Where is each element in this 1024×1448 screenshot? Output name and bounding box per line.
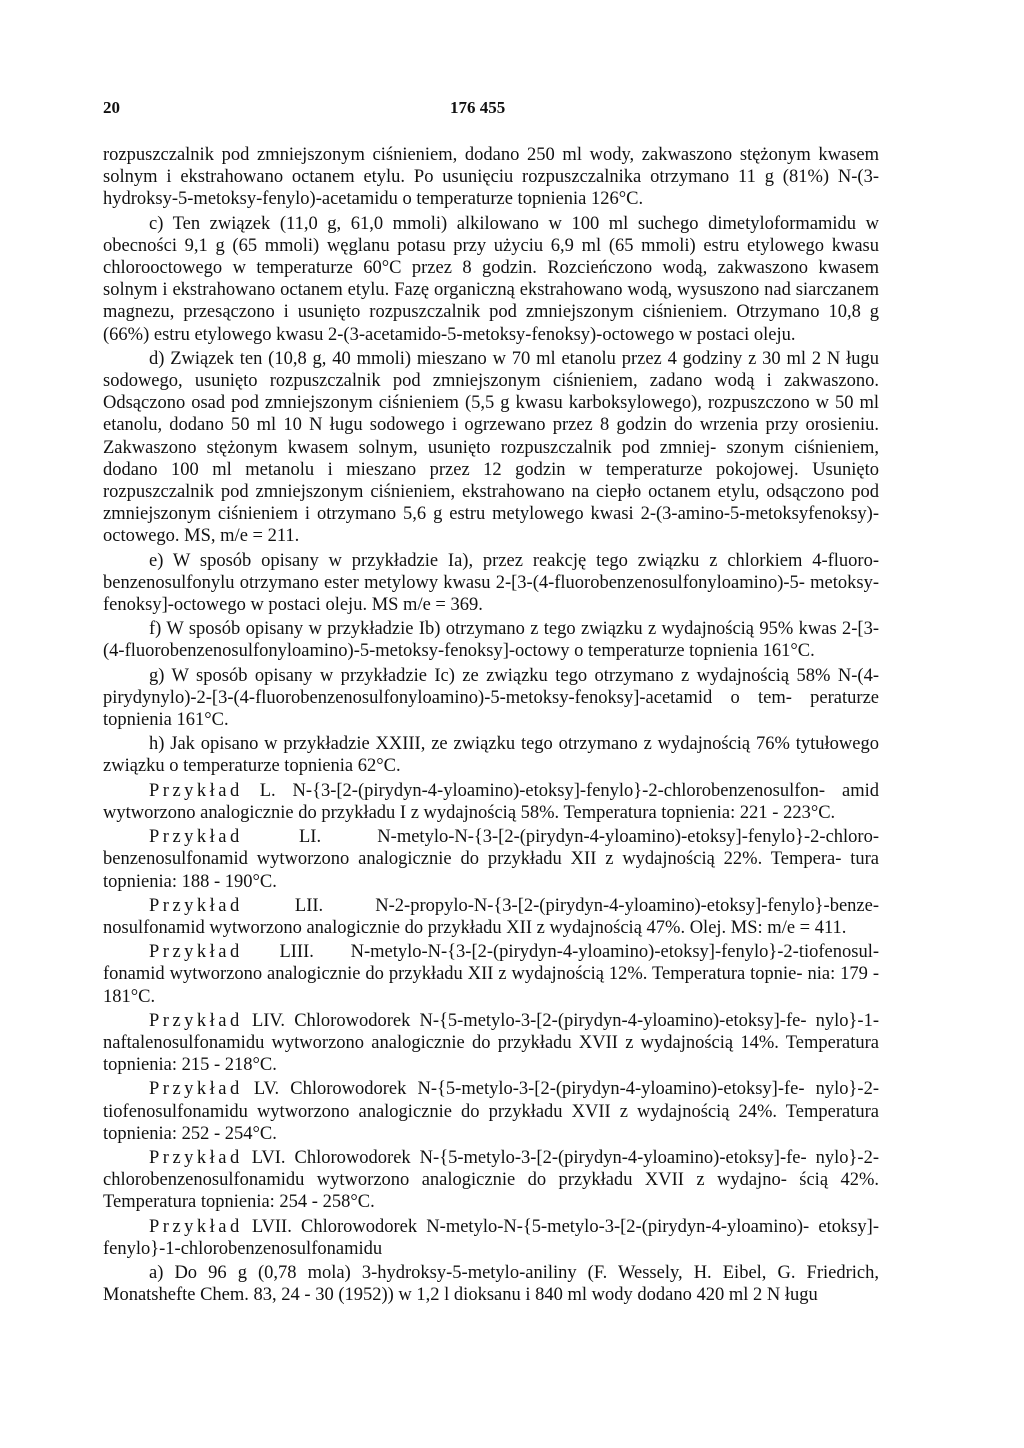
example-paragraph: Przykład LVI. Chlorowodorek N-{5-metylo-3-[2-(pirydyn-4-yloamino)-etoksy]-fe- nylo}-2-chlorobenzenosulfonamidu wytworzono analogicznie do przykładu XVII z wydajno- ścią 42%. Temperatura topnienia: 254 - 258°C. — [103, 1147, 879, 1213]
example-label: Przykład — [149, 942, 243, 963]
example-label: Przykład — [149, 895, 243, 916]
example-label: Przykład — [149, 1079, 243, 1100]
paragraph: d) Związek ten (10,8 g, 40 mmoli) mieszano w 70 ml etanolu przez 4 godziny z 30 ml 2 N ługu sodowego, usunięto rozpuszczalnik pod zmniejszonym ciśnieniem, zadano wodą i zakwaszono. Odsączono osad pod zmniejszonym ciśnieniem (5,5 g kwasu karboksylowego), rozpuszczono w 50 ml etanolu, dodano 50 ml 10 N ługu sodowego i ogrzewano przez 8 godzin do wrzenia przy orosieniu. Zakwaszono stężonym kwasem solnym, usunięto rozpuszczalnik pod zmniej- szonym ciśnieniem, dodano 100 ml metanolu i mieszano przez 12 godzin w temperaturze pokojowej. Usunięto rozpuszczalnik pod zmniejszonym ciśnieniem, ekstrahowano na ciepło octanem etylu, odsączono pod zmniejszonym ciśnieniem i otrzymano 5,6 g estru metylowego kwasi 2-(3-amino-5-metoksyfenoksy)-octowego. MS, m/e = 211. — [103, 348, 879, 547]
paragraph: g) W sposób opisany w przykładzie Ic) ze związku tego otrzymano z wydajnością 58% N-(4-pirydynylo)-2-[3-(4-fluorobenzenosulfonyloamino)-5-metoksy-fenoksy]-acetamid o tem- peraturze topnienia 161°C. — [103, 665, 879, 731]
example-paragraph: Przykład LIV. Chlorowodorek N-{5-metylo-3-[2-(pirydyn-4-yloamino)-etoksy]-fe- nylo}-1-naftalenosulfonamidu wytworzono analogicznie do przykładu XVII z wydajnością 14%. Temperatura topnienia: 215 - 218°C. — [103, 1010, 879, 1076]
document-body — [103, 144, 879, 1308]
example-label: Przykład — [149, 1147, 243, 1168]
patent-number: 176 455 — [450, 98, 506, 117]
example-label: Przykład — [149, 780, 243, 801]
paragraph: a) Do 96 g (0,78 mola) 3-hydroksy-5-metylo-aniliny (F. Wessely, H. Eibel, G. Friedrich, Monatshefte Chem. 83, 24 - 30 (1952)) w 1,2 l dioksanu i 840 ml wody dodano 420 ml 2 N ługu — [103, 1262, 879, 1306]
example-paragraph: Przykład LVII. Chlorowodorek N-metylo-N-{5-metylo-3-[2-(pirydyn-4-yloamino)- etoksy]-fenylo}-1-chlorobenzenosulfonamidu — [103, 1216, 879, 1259]
example-paragraph: Przykład L. N-{3-[2-(pirydyn-4-yloamino)-etoksy]-fenylo}-2-chlorobenzenosulfon- amid wytworzono analogicznie do przykładu I z wydajnością 58%. Temperatura topnienia: 221 - 223°C. — [103, 780, 879, 823]
example-paragraph: Przykład LI. N-metylo-N-{3-[2-(pirydyn-4-yloamino)-etoksy]-fenylo}-2-chloro- benzenosulfonamid wytworzono analogicznie do przykładu XII z wydajnością 22%. Tempera- tura topnienia: 188 - 190°C. — [103, 827, 879, 892]
page-header — [103, 98, 916, 122]
paragraph: f) W sposób opisany w przykładzie Ib) otrzymano z tego związku z wydajnością 95% kwas 2-[3-(4-fluorobenzenosulfonyloamino)-5-metoksy-fenoksy]-octowy o temperaturze topnienia 161°C. — [103, 619, 879, 662]
example-label: Przykład — [149, 1010, 243, 1031]
example-paragraph: Przykład LV. Chlorowodorek N-{5-metylo-3-[2-(pirydyn-4-yloamino)-etoksy]-fe- nylo}-2-tiofenosulfonamidu wytworzono analogicznie do przykładu XVII z wydajnością 24%. Temperatura topnienia: 252 - 254°C. — [103, 1079, 879, 1144]
paragraph: e) W sposób opisany w przykładzie Ia), przez reakcję tego związku z chlorkiem 4-fluoro- benzenosulfonylu otrzymano ester metylowy kwasu 2-[3-(4-fluorobenzenosulfonyloamino)-5- metoksy-fenoksy]-octowego w postaci oleju. MS m/e = 369. — [103, 550, 879, 616]
example-paragraph: Przykład LIII. N-metylo-N-{3-[2-(pirydyn-4-yloamino)-etoksy]-fenylo}-2-tiofenosul- fonamid wytworzono analogicznie do przykładu XII z wydajnością 12%. Temperatura topnie- nia: 179 - 181°C. — [103, 942, 879, 1007]
paragraph: h) Jak opisano w przykładzie XXIII, ze związku tego otrzymano z wydajnością 76% tytułowego związku o temperaturze topnienia 62°C. — [103, 734, 879, 777]
paragraph: c) Ten związek (11,0 g, 61,0 mmoli) alkilowano w 100 ml suchego dimetyloformamidu w obecności 9,1 g (65 mmoli) węglanu potasu przy użyciu 6,9 ml (65 mmoli) estru etylowego kwasu chlorooctowego w temperaturze 60°C przez 8 godzin. Rozcieńczono wodą, zakwaszono kwasem solnym i ekstrahowano octanem etylu. Fazę organiczną ekstrahowano wodą, wysuszono nad siarczanem magnezu, przesączono i usunięto rozpuszczalnik pod zmniejszonym ciśnieniem. Otrzymano 10,8 g (66%) estru etylowego kwasu 2-(3-acetamido-5-metoksy-fenoksy)-octowego w postaci oleju. — [103, 213, 879, 345]
example-label: Przykład — [149, 827, 243, 848]
paragraph: rozpuszczalnik pod zmniejszonym ciśnieniem, dodano 250 ml wody, zakwaszono stężonym kwasem solnym i ekstrahowano octanem etylu. Po usunięciu rozpuszczalnika otrzymano 11 g (81%) N-(3-hydroksy-5-metoksy-fenylo)-acetamidu o temperaturze topnienia 126°C. — [103, 145, 879, 210]
example-paragraph: Przykład LII. N-2-propylo-N-{3-[2-(pirydyn-4-yloamino)-etoksy]-fenylo}-benze- nosulfonamid wytworzono analogicznie do przykładu XII z wydajnością 47%. Olej. MS: m/e = 411. — [103, 895, 879, 938]
example-label: Przykład — [149, 1216, 243, 1237]
page-number: 20 — [103, 98, 120, 117]
